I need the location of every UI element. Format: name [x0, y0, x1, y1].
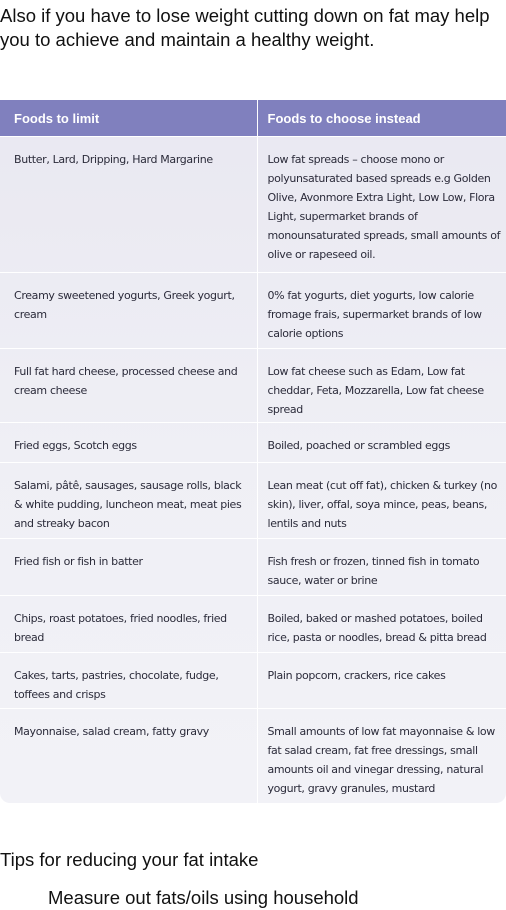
table-row — [0, 273, 506, 349]
choose-cell: Lean meat (cut off fat), chicken & turkey (no skin), liver, offal, soya mince, peas, beans, lentils and nuts — [257, 463, 506, 539]
table-row — [0, 463, 506, 539]
choose-cell: Fish fresh or frozen, tinned fish in tomato sauce, water or brine — [257, 539, 506, 596]
choose-cell: Boiled, baked or mashed potatoes, boiled rice, pasta or noodles, bread & pitta bread — [257, 596, 506, 653]
limit-cell: Fried fish or fish in batter — [0, 539, 257, 596]
choose-cell: Low fat spreads – choose mono or polyunsaturated based spreads e.g Golden Olive, Avonmore Extra Light, Low Low, Flora Light, supermarket brands of monounsaturated spreads, small amounts of olive or rapeseed oil. — [257, 137, 506, 273]
limit-cell: Fried eggs, Scotch eggs — [0, 423, 257, 463]
limit-cell: Full fat hard cheese, processed cheese and cream cheese — [0, 349, 257, 423]
intro-paragraph: Also if you have to lose weight cutting down on fat may help you to achieve and maintain a healthy weight. — [0, 5, 490, 50]
table-header-row — [0, 100, 506, 137]
choose-cell: Plain popcorn, crackers, rice cakes — [257, 653, 506, 709]
limit-cell: Creamy sweetened yogurts, Greek yogurt, cream — [0, 273, 257, 349]
choose-cell: Boiled, poached or scrambled eggs — [257, 423, 506, 463]
choose-cell: Low fat cheese such as Edam, Low fat cheddar, Feta, Mozzarella, Low fat cheese spread — [257, 349, 506, 423]
limit-cell: Mayonnaise, salad cream, fatty gravy — [0, 709, 257, 804]
foods-table — [0, 100, 506, 803]
table-row — [0, 423, 506, 463]
limit-cell: Chips, roast potatoes, fried noodles, fried bread — [0, 596, 257, 653]
header-foods-to-choose: Foods to choose instead — [257, 100, 506, 137]
limit-cell: Butter, Lard, Dripping, Hard Margarine — [0, 137, 257, 273]
table-row — [0, 539, 506, 596]
choose-cell: 0% fat yogurts, diet yogurts, low calorie fromage frais, supermarket brands of low calorie options — [257, 273, 506, 349]
limit-cell: Cakes, tarts, pastries, chocolate, fudge, toffees and crisps — [0, 653, 257, 709]
table-row — [0, 137, 506, 273]
limit-cell: Salami, pâtê, sausages, sausage rolls, black & white pudding, luncheon meat, meat pies and streaky bacon — [0, 463, 257, 539]
foods-table-image — [0, 100, 506, 803]
tips-heading: Tips for reducing your fat intake — [0, 849, 259, 870]
table-row — [0, 709, 506, 804]
table-row — [0, 596, 506, 653]
header-foods-to-limit: Foods to limit — [0, 100, 257, 137]
choose-cell: Small amounts of low fat mayonnaise & low fat salad cream, fat free dressings, small amounts oil and vinegar dressing, natural yogurt, gravy granules, mustard — [257, 709, 506, 804]
table-row — [0, 349, 506, 423]
table-row — [0, 653, 506, 709]
tip-list-item: Measure out fats/oils using household — [48, 887, 359, 908]
